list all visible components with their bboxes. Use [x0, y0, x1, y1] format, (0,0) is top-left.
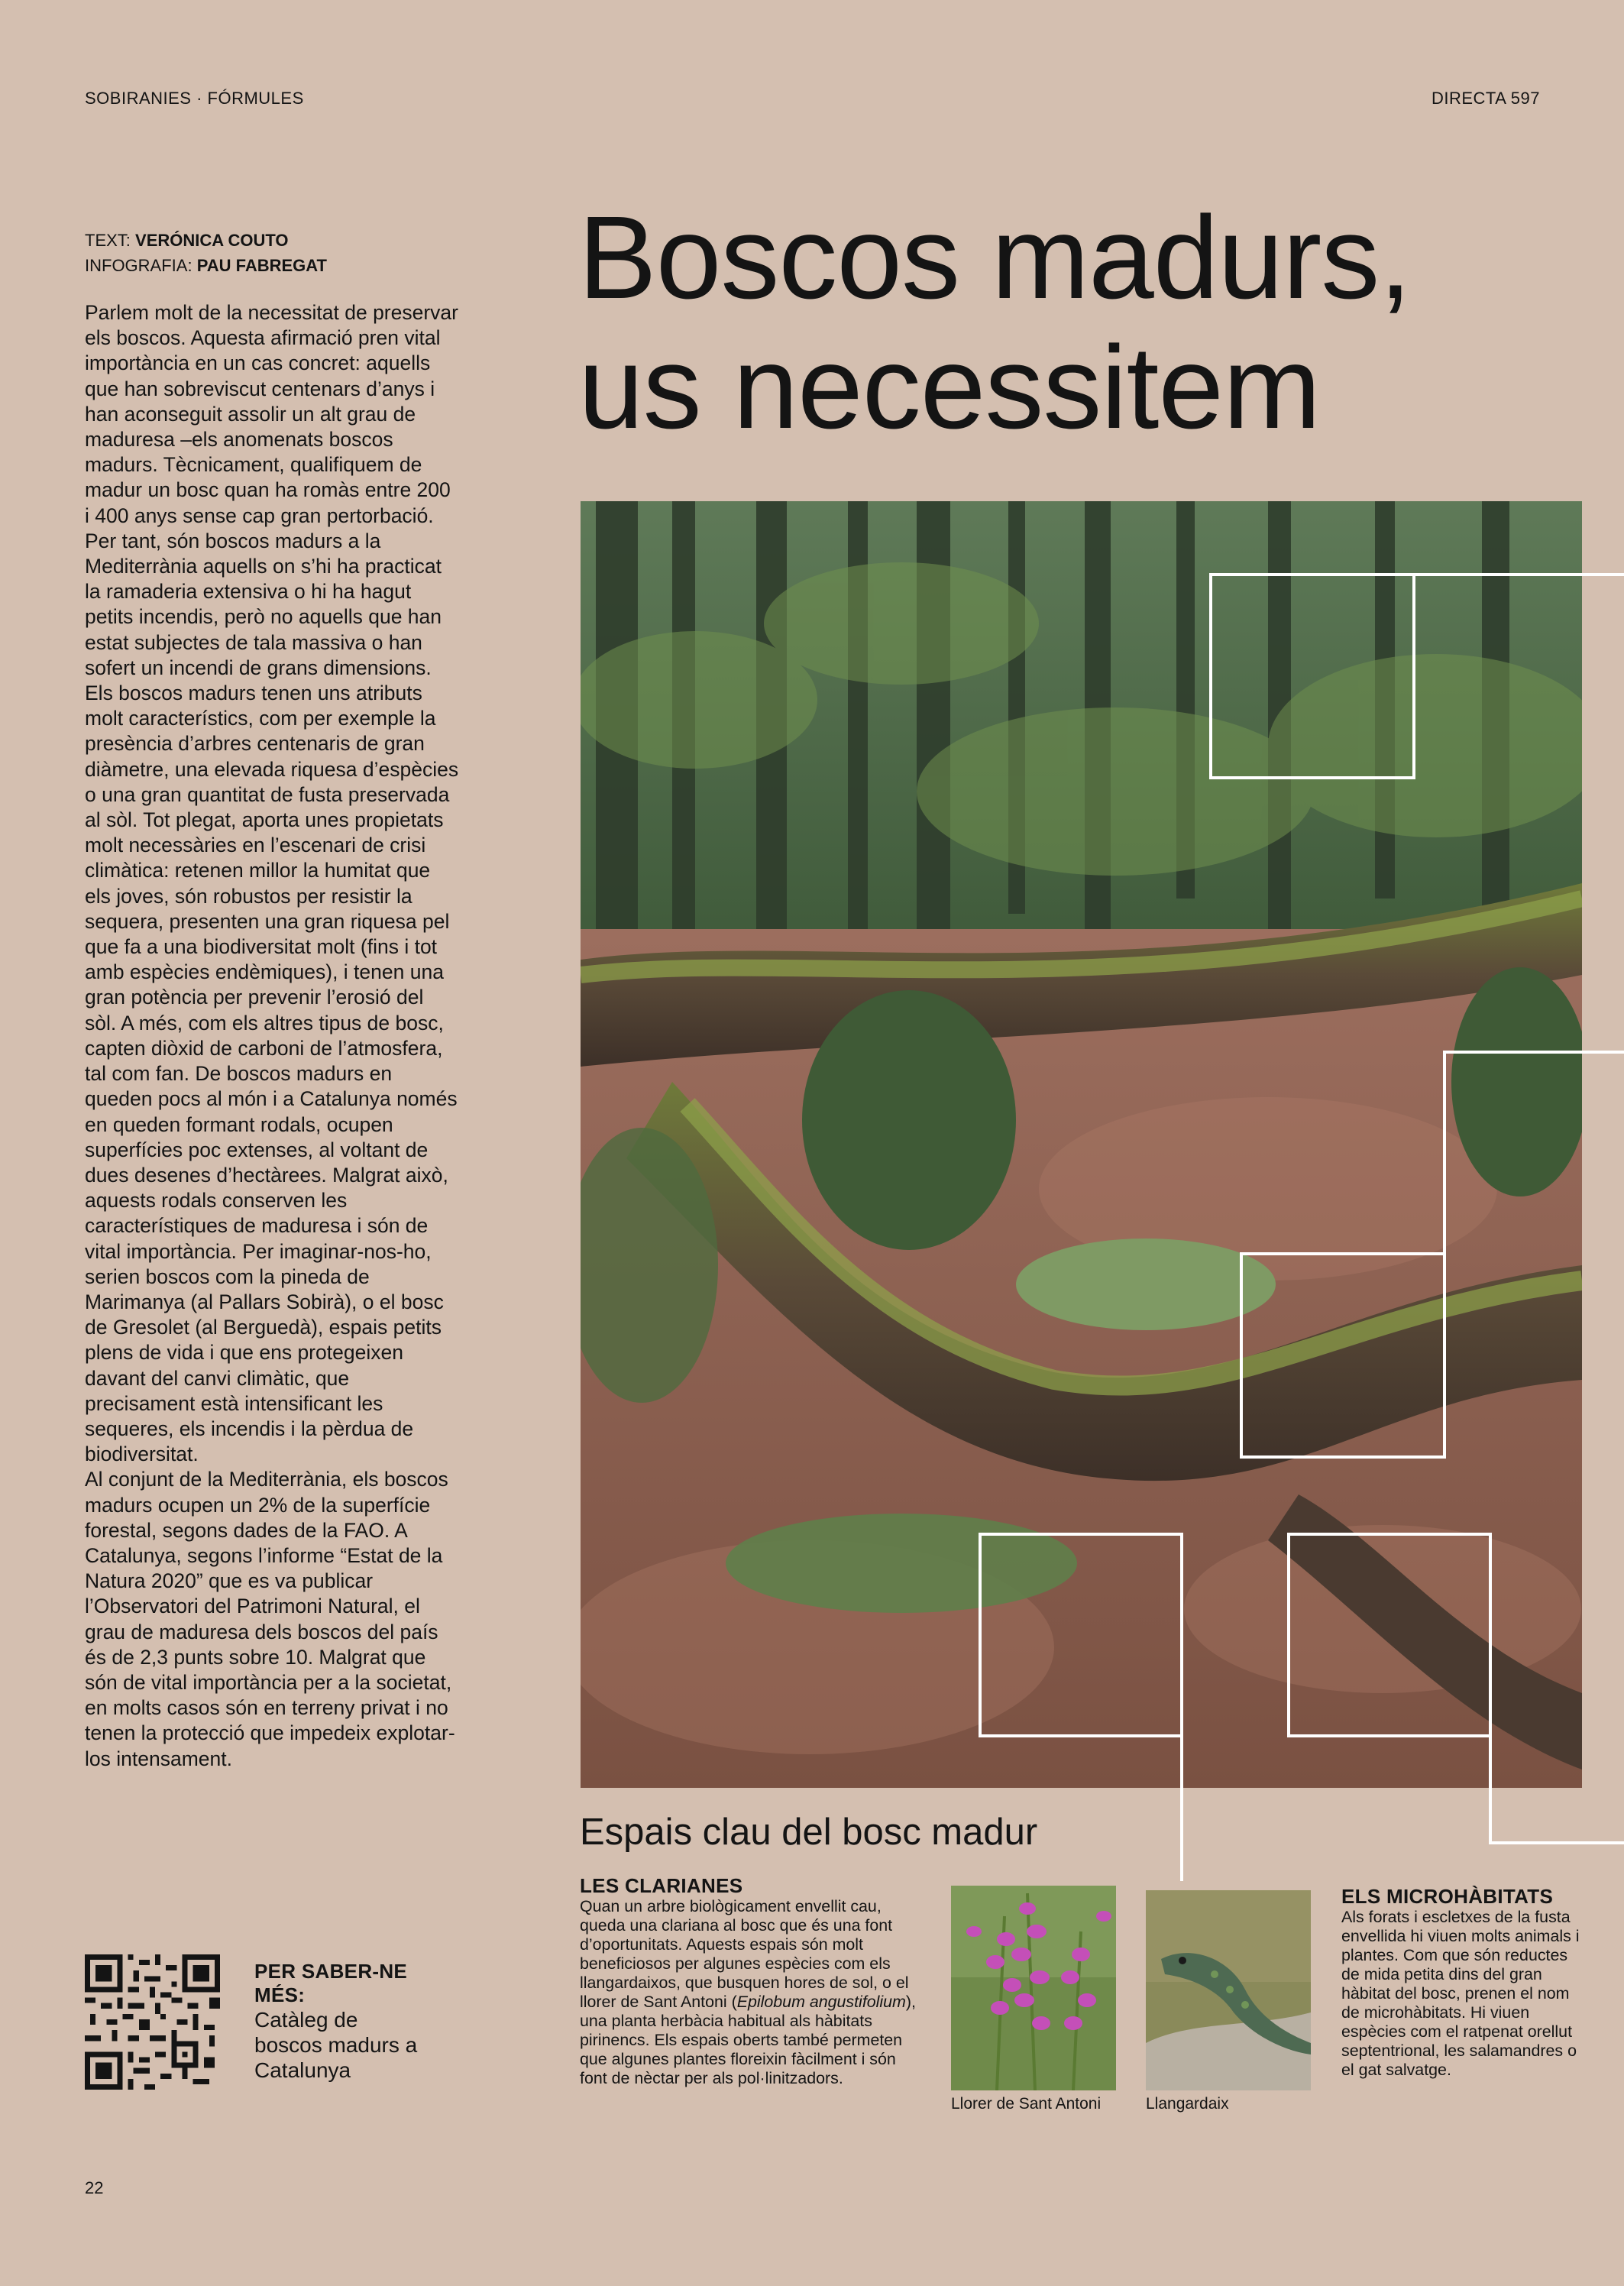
forest-illustration: [581, 501, 1582, 1788]
forest-photo: [581, 501, 1582, 1788]
article-paragraph: Parlem molt de la necessitat de preservar els boscos. Aquesta afirmació pren vital importància en un cas concret: aquells que han sobreviscut centenars d’anys i han aconseguit assolir un alt grau de maduresa –els anomenats boscos madurs. Tècnicament, qualifiquem de madur un bosc quan ha romàs entre 200 i 400 anys sense cap gran pertorbació. Per tant, són boscos madurs a la Mediterrània aquells on s’hi ha practicat la ramaderia extensiva o hi ha hagut petits incendis, però no aquells que han estat subjectes de tala massiva o han sofert un incendi de grans dimensions.: [85, 301, 458, 679]
qr-code[interactable]: [85, 1954, 220, 2090]
microhabitats-heading: ELS MICROHÀBITATS: [1341, 1885, 1554, 1908]
article-body: [85, 300, 459, 1772]
running-header-issue: DIRECTA 597: [1431, 89, 1540, 108]
more-info-link[interactable]: Catàleg de boscos madurs a Catalunya: [254, 2008, 418, 2082]
credit-infografia: INFOGRAFIA: PAU FABREGAT: [85, 256, 327, 275]
more-info-block: [254, 1960, 430, 2083]
microhabitats-text: Als forats i escletxes de la fusta envellida hi viuen molts animals i plantes. Com que són reductes de mida petita dins del gran hàbitat del bosc, prenen el nom de microhàbitats. Hi viuen espècies com el ratpenat orellut septentrional, les salamandres o el gat salvatge.: [1341, 1908, 1580, 2079]
article-paragraph: Al conjunt de la Mediterrània, els boscos madurs ocupen un 2% de la superfície forestal, segons dades de la FAO. A Catalunya, segons l’informe “Estat de la Natura 2020” que es va publicar l’Observatori del Patrimoni Natural, el grau de maduresa dels boscos del país és de 2,3 punts sobre 10. Malgrat que són de vital importància per a la societat, en molts casos són en terreny privat i no tenen la protecció que impedeix explotar-los intensament.: [85, 1468, 455, 1770]
credit-text: TEXT: VERÓNICA COUTO: [85, 231, 289, 250]
clarianes-text: Quan un arbre biològicament envellit cau, queda una clariana al bosc que és una font d’oportunitats. Aquests espais són molt beneficiosos per algunes espècies com els llangardaixos, que busquen hores de sol, o el llorer de Sant Antoni (Epilobum angustifolium), una planta herbàcia habitual als hàbitats pirinencs. Els espais oberts també permeten que algunes plantes floreixin fàcilment i són font de nèctar per als pol·linitzadors.: [580, 1897, 916, 2087]
lizard-photo: [1146, 1890, 1311, 2090]
lizard-caption: Llangardaix: [1146, 2095, 1229, 2113]
flower-illustration: [951, 1886, 1116, 2090]
qr-code-icon: [85, 1954, 220, 2090]
infographic-title: Espais clau del bosc madur: [580, 1812, 1038, 1853]
clarianes-block: [580, 1874, 927, 2088]
page-number: 22: [85, 2178, 104, 2197]
credits: [85, 228, 327, 278]
lizard-illustration: [1146, 1890, 1311, 2090]
running-header-section: SOBIRANIES · FÓRMULES: [85, 89, 304, 108]
more-info-title: PER SABER-NE MÉS:: [254, 1960, 408, 2006]
flower-caption: Llorer de Sant Antoni: [951, 2095, 1102, 2113]
microhabitats-block: [1341, 1885, 1586, 2080]
flower-photo: [951, 1886, 1116, 2090]
clarianes-heading: LES CLARIANES: [580, 1874, 743, 1897]
article-paragraph: Els boscos madurs tenen uns atributs molt característics, com per exemple la presència d’arbres centenaris de gran diàmetre, una elevada riquesa d’espècies o una gran quantitat de fusta preservada al sòl. Tot plegat, aporta unes propietats molt necessàries en l’escenari de crisi climàtica: retenen millor la humitat que els joves, són robustos per resistir la sequera, presenten una gran riquesa pel que fa a una biodiversitat molt (fins i tot amb espècies endèmiques), i tenen una gran potència per prevenir l’erosió del sòl. A més, com els altres tipus de bosc, capten diòxid de carboni de l’atmosfera, tal com fan. De boscos madurs en queden pocs al món i a Catalunya només en queden formant rodals, ocupen superfícies poc extenses, al voltant de dues desenes d’hectàrees. Malgrat això, aquests rodals conserven les característiques de maduresa i són de vital importància. Per imaginar-nos-ho, serien boscos com la pineda de Marimanya (al Pallars Sobirà), o el bosc de Gresolet (al Berguedà), espais petits plens de vida i que ens protegeixen davant del canvi climàtic, que precisament està intensificant les sequeres, els incendis i la pèrdua de biodiversitat.: [85, 682, 459, 1466]
article-title: Boscos madurs, us necessitem: [578, 192, 1412, 453]
